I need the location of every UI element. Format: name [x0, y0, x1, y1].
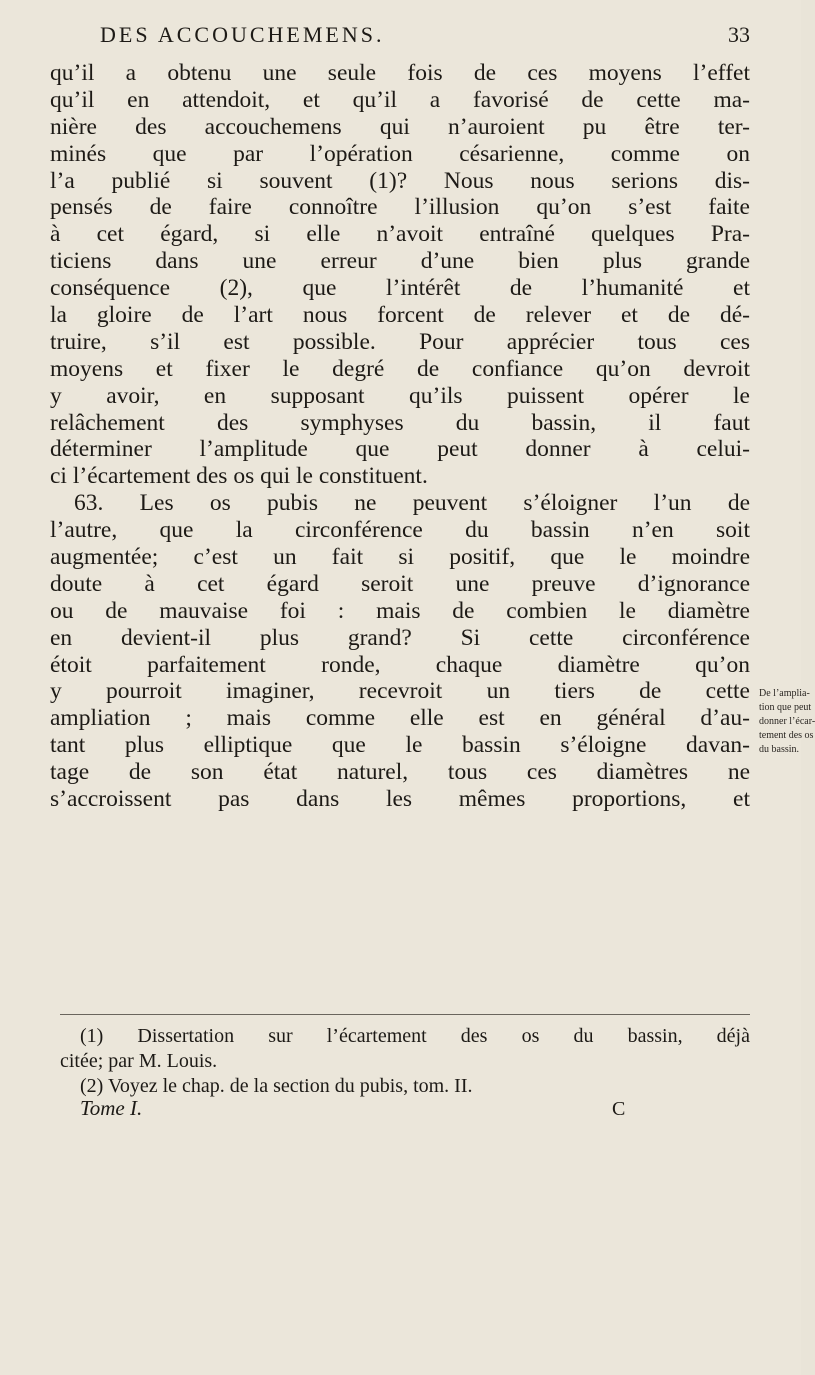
- text-line: truire, s’il est possible. Pour apprécier tous ces: [50, 328, 750, 355]
- margin-note-line: donner l’écar-: [759, 716, 815, 727]
- text-line: l’a publié si souvent (1)? Nous nous serions dis-: [50, 167, 750, 194]
- text-line: l’autre, que la circonférence du bassin n’en soit: [50, 517, 750, 544]
- text-line: nière des accouchemens qui n’auroient pu être ter-: [50, 113, 750, 140]
- text-line: y avoir, en supposant qu’ils puissent opérer le: [50, 382, 750, 409]
- signature-row: [60, 1096, 750, 1122]
- text-line: tant plus elliptique que le bassin s’éloigne davan-: [50, 732, 750, 759]
- text-line: conséquence (2), que l’intérêt de l’humanité et: [50, 275, 750, 302]
- text-line: y pourroit imaginer, recevroit un tiers de cette: [50, 678, 750, 705]
- text-line: relâchement des symphyses du bassin, il faut: [50, 409, 750, 436]
- margin-note-line: du bassin.: [759, 744, 799, 755]
- text-line: moyens et fixer le degré de confiance qu’on devroit: [50, 355, 750, 382]
- page-header: [100, 22, 750, 56]
- text-line: s’accroissent pas dans les mêmes proportions, et: [50, 786, 750, 813]
- volume-label: Tome I.: [80, 1096, 143, 1120]
- text-line: déterminer l’amplitude que peut donner à celui-: [50, 436, 750, 463]
- main-text: [50, 60, 750, 813]
- footnote-line: (1) Dissertation sur l’écartement des os du bassin, déjà: [80, 1025, 750, 1047]
- text-line: 63. Les os pubis ne peuvent s’éloigner l’un de: [74, 490, 750, 517]
- text-line: qu’il en attendoit, et qu’il a favorisé de cette ma-: [50, 86, 750, 113]
- text-line: doute à cet égard seroit une preuve d’ignorance: [50, 570, 750, 597]
- footnotes: [60, 1024, 750, 1099]
- text-line: ci l’écartement des os qui le constituent.: [50, 463, 428, 490]
- text-line: la gloire de l’art nous forcent de relever et de dé-: [50, 302, 750, 329]
- text-line: ticiens dans une erreur d’une bien plus grande: [50, 248, 750, 275]
- margin-note: [759, 687, 815, 757]
- text-line: tage de son état naturel, tous ces diamètres ne: [50, 759, 750, 786]
- text-line: qu’il a obtenu une seule fois de ces moyens l’effet: [50, 60, 750, 86]
- text-line: étoit parfaitement ronde, chaque diamètre qu’on: [50, 651, 750, 678]
- text-line: ampliation ; mais comme elle est en général d’au-: [50, 705, 750, 732]
- text-line: à cet égard, si elle n’avoit entraîné quelques Pra-: [50, 221, 750, 248]
- footnote-rule: [60, 1014, 750, 1015]
- footnote-line: (2) Voyez le chap. de la section du pubis, tom. II.: [80, 1075, 473, 1097]
- running-head: DES ACCOUCHEMENS.: [100, 22, 385, 47]
- signature-mark: C: [612, 1098, 626, 1120]
- footnote-line: citée; par M. Louis.: [60, 1050, 218, 1072]
- text-line: en devient-il plus grand? Si cette circonférence: [50, 624, 750, 651]
- text-line: augmentée; c’est un fait si positif, que le moindre: [50, 544, 750, 571]
- text-line: pensés de faire connoître l’illusion qu’on s’est faite: [50, 194, 750, 221]
- margin-note-line: tement des os: [759, 730, 814, 741]
- text-line: minés que par l’opération césarienne, comme on: [50, 140, 750, 167]
- margin-note-line: tion que peut: [759, 702, 812, 713]
- text-line: ou de mauvaise foi : mais de combien le diamètre: [50, 597, 750, 624]
- page-number: 33: [728, 22, 750, 47]
- margin-note-line: De l’amplia-: [759, 688, 810, 699]
